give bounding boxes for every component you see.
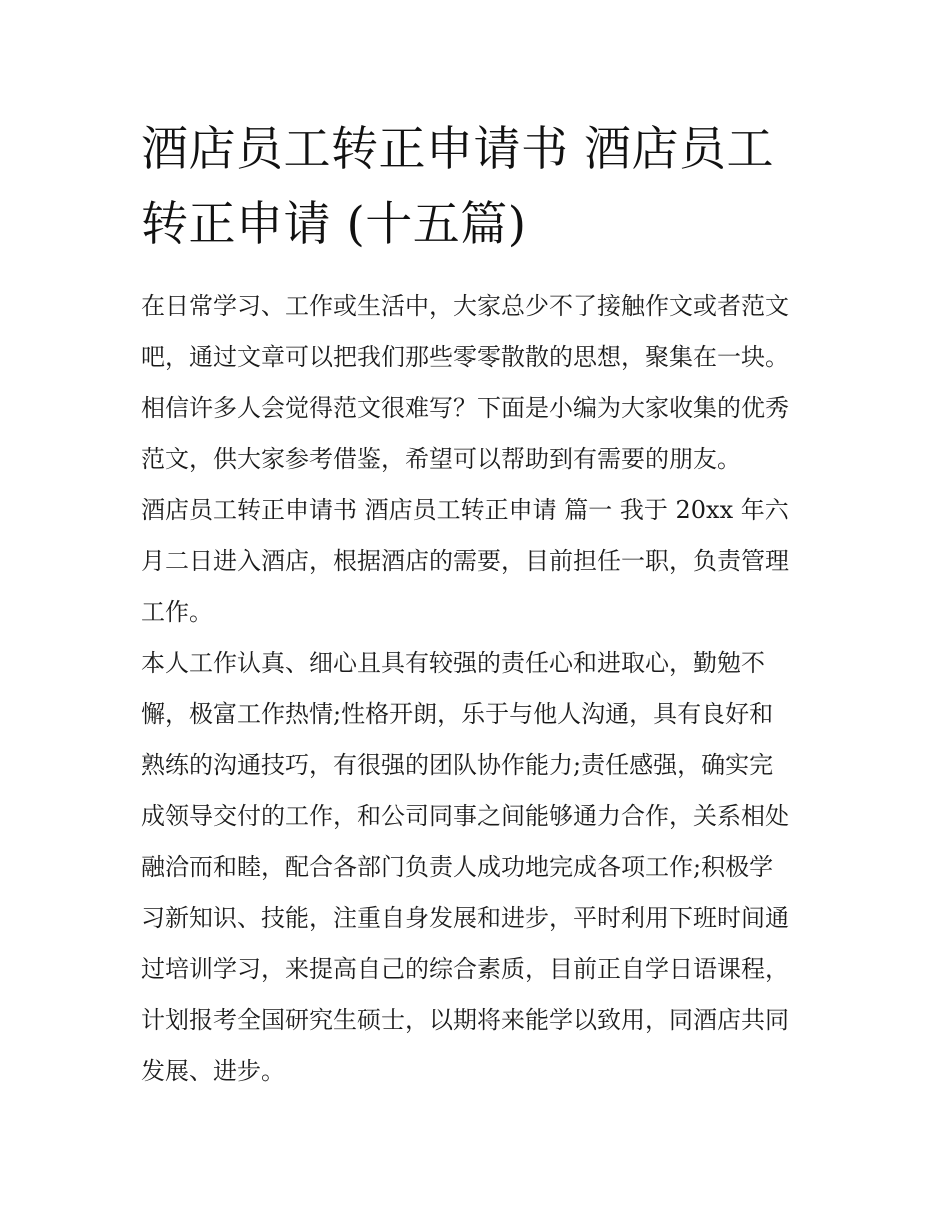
text-line: 过培训学习，来提高自己的综合素质，目前正自学日语课程， [141,955,789,983]
intro-paragraph [141,281,813,485]
text-line: 熟练的沟通技巧，有很强的团队协作能力;责任感强，确实完 [141,751,774,779]
text-line: 相信许多人会觉得范文很难写？下面是小编为大家收集的优秀 [141,394,789,422]
text-line: 本人工作认真、细心且具有较强的责任心和进取心，勤勉不 [141,649,765,677]
text-line: 计划报考全国研究生硕士，以期将来能学以致用，同酒店共同 [141,1006,789,1034]
text-line: 范文，供大家参考借鉴，希望可以帮助到有需要的朋友。 [141,445,741,473]
document-title [141,112,813,262]
text-line: 习新知识、技能，注重自身发展和进步，平时利用下班时间通 [141,904,789,932]
text-line: 发展、进步。 [141,1057,285,1085]
text-line: 工作。 [141,598,213,626]
self-assessment-paragraph [141,638,813,1097]
text-line: 月二日进入酒店，根据酒店的需要，目前担任一职，负责管理 [141,547,789,575]
text-line: 成领导交付的工作，和公司同事之间能够通力合作，关系相处 [141,802,789,830]
section-one-paragraph [141,485,813,638]
title-line: 转正申请 (十五篇) [141,197,527,252]
title-line: 酒店员工转正申请书 酒店员工 [141,122,774,177]
text-line: 懈，极富工作热情;性格开朗，乐于与他人沟通，具有良好和 [141,700,774,728]
text-line: 酒店员工转正申请书 酒店员工转正申请 篇一 我于 20xx 年六 [141,496,789,524]
text-line: 在日常学习、工作或生活中，大家总少不了接触作文或者范文 [141,292,789,320]
text-line: 吧，通过文章可以把我们那些零零散散的思想，聚集在一块。 [141,343,789,371]
document-page [141,112,813,1097]
text-line: 融洽而和睦，配合各部门负责人成功地完成各项工作;积极学 [141,853,774,881]
